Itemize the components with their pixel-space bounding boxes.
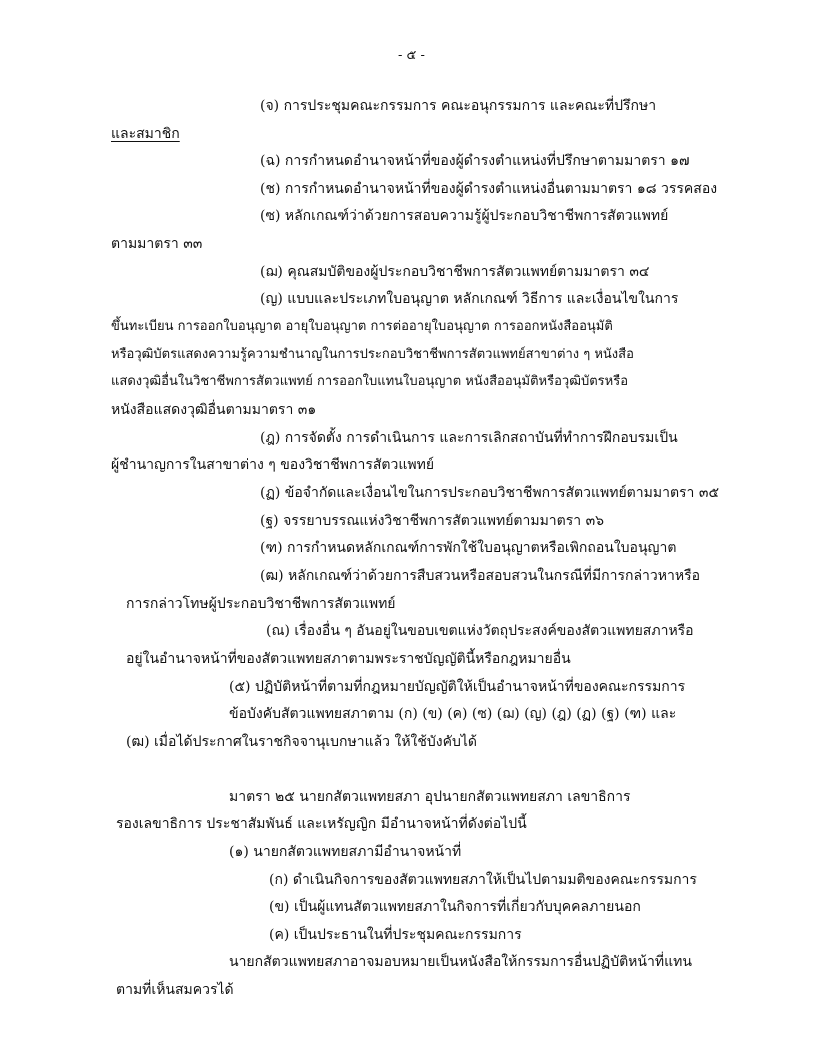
clause-line: (ซ) หลักเกณฑ์ว่าด้วยการสอบความรู้ผู้ประกอบวิชาชีพการสัตวแพทย์ (260, 208, 669, 224)
clause-line: หนังสือแสดงวุฒิอื่นตามมาตรา ๓๑ (111, 402, 317, 418)
clause-line: (๕) ปฏิบัติหน้าที่ตามที่กฎหมายบัญญัติให้เป็นอำนาจหน้าที่ของคณะกรรมการ (229, 679, 686, 695)
clause-line: (ฏ) ข้อจำกัดและเงื่อนไขในการประกอบวิชาชีพการสัตวแพทย์ตามมาตรา ๓๕ (260, 485, 720, 501)
clause-line: อยู่ในอำนาจหน้าที่ของสัตวแพทยสภาตามพระราชบัญญัตินี้หรือกฎหมายอื่น (126, 651, 571, 667)
page-number: - ๕ - (398, 48, 425, 63)
clause-line: (ฉ) การกำหนดอำนาจหน้าที่ของผู้ดำรงตำแหน่งที่ปรึกษาตามมาตรา ๑๗ (260, 153, 690, 169)
clause-line: นายกสัตวแพทยสภาอาจมอบหมายเป็นหนังสือให้กรรมการอื่นปฏิบัติหน้าที่แทน (229, 954, 692, 970)
section-heading: มาตรา ๒๕ นายกสัตวแพทยสภา อุปนายกสัตวแพทยสภา เลขาธิการ (229, 789, 631, 805)
clause-line: ข้อบังคับสัตวแพทยสภาตาม (ก) (ข) (ค) (ซ) (ฌ) (ญ) (ฎ) (ฏ) (ฐ) (ฑ) และ (229, 706, 677, 722)
clause-line: การกล่าวโทษผู้ประกอบวิชาชีพการสัตวแพทย์ (126, 596, 396, 612)
clause-line: (ฐ) จรรยาบรรณแห่งวิชาชีพการสัตวแพทย์ตามมาตรา ๓๖ (260, 513, 605, 529)
clause-line: (ฌ) คุณสมบัติของผู้ประกอบวิชาชีพการสัตวแพทย์ตามมาตรา ๓๔ (260, 264, 650, 280)
clause-line: แสดงวุฒิอื่นในวิชาชีพการสัตวแพทย์ การออกใบแทนใบอนุญาต หนังสืออนุมัติหรือวุฒิบัตรหรือ (111, 374, 628, 389)
clause-line: (ฒ) เมื่อได้ประกาศในราชกิจจานุเบกษาแล้ว ให้ใช้บังคับได้ (126, 734, 477, 750)
clause-line: รองเลขาธิการ ประชาสัมพันธ์ และเหรัญญิก มีอำนาจหน้าที่ดังต่อไปนี้ (116, 816, 527, 832)
clause-line: และสมาชิก (111, 126, 180, 142)
clause-line: ตามมาตรา ๓๓ (111, 236, 203, 252)
clause-line: (ช) การกำหนดอำนาจหน้าที่ของผู้ดำรงตำแหน่งอื่นตามมาตรา ๑๘ วรรคสอง (260, 181, 718, 197)
clause-line: หรือวุฒิบัตรแสดงความรู้ความชำนาญในการประกอบวิชาชีพการสัตวแพทย์สาขาต่าง ๆ หนังสือ (111, 347, 634, 362)
clause-line: (ณ) เรื่องอื่น ๆ อันอยู่ในขอบเขตแห่งวัตถุประสงค์ของสัตวแพทยสภาหรือ (266, 623, 694, 639)
clause-line: ตามที่เห็นสมควรได้ (116, 982, 234, 998)
clause-line: ผู้ชำนาญการในสาขาต่าง ๆ ของวิชาชีพการสัตวแพทย์ (111, 457, 435, 473)
clause-line: (๑) นายกสัตวแพทยสภามีอำนาจหน้าที่ (229, 844, 462, 860)
clause-line: (ญ) แบบและประเภทใบอนุญาต หลักเกณฑ์ วิธีการ และเงื่อนไขในการ (260, 291, 679, 307)
clause-line: (ฎ) การจัดตั้ง การดำเนินการ และการเลิกสถาบันที่ทำการฝึกอบรมเป็น (260, 430, 678, 446)
clause-line: ขึ้นทะเบียน การออกใบอนุญาต อายุใบอนุญาต การต่ออายุใบอนุญาต การออกหนังสืออนุมัติ (111, 319, 613, 334)
clause-line: (ฑ) การกำหนดหลักเกณฑ์การพักใช้ใบอนุญาตหรือเพิกถอนใบอนุญาต (260, 540, 677, 556)
clause-line: (ฒ) หลักเกณฑ์ว่าด้วยการสืบสวนหรือสอบสวนในกรณีที่มีการกล่าวหาหรือ (260, 568, 701, 584)
clause-line: (ข) เป็นผู้แทนสัตวแพทยสภาในกิจการที่เกี่ยวกับบุคคลภายนอก (269, 899, 641, 915)
clause-line: (ค) เป็นประธานในที่ประชุมคณะกรรมการ (269, 927, 522, 943)
clause-line: (จ) การประชุมคณะกรรมการ คณะอนุกรรมการ และคณะที่ปรึกษา (260, 98, 657, 114)
clause-line: (ก) ดำเนินกิจการของสัตวแพทยสภาให้เป็นไปตามมติของคณะกรรมการ (269, 872, 697, 888)
